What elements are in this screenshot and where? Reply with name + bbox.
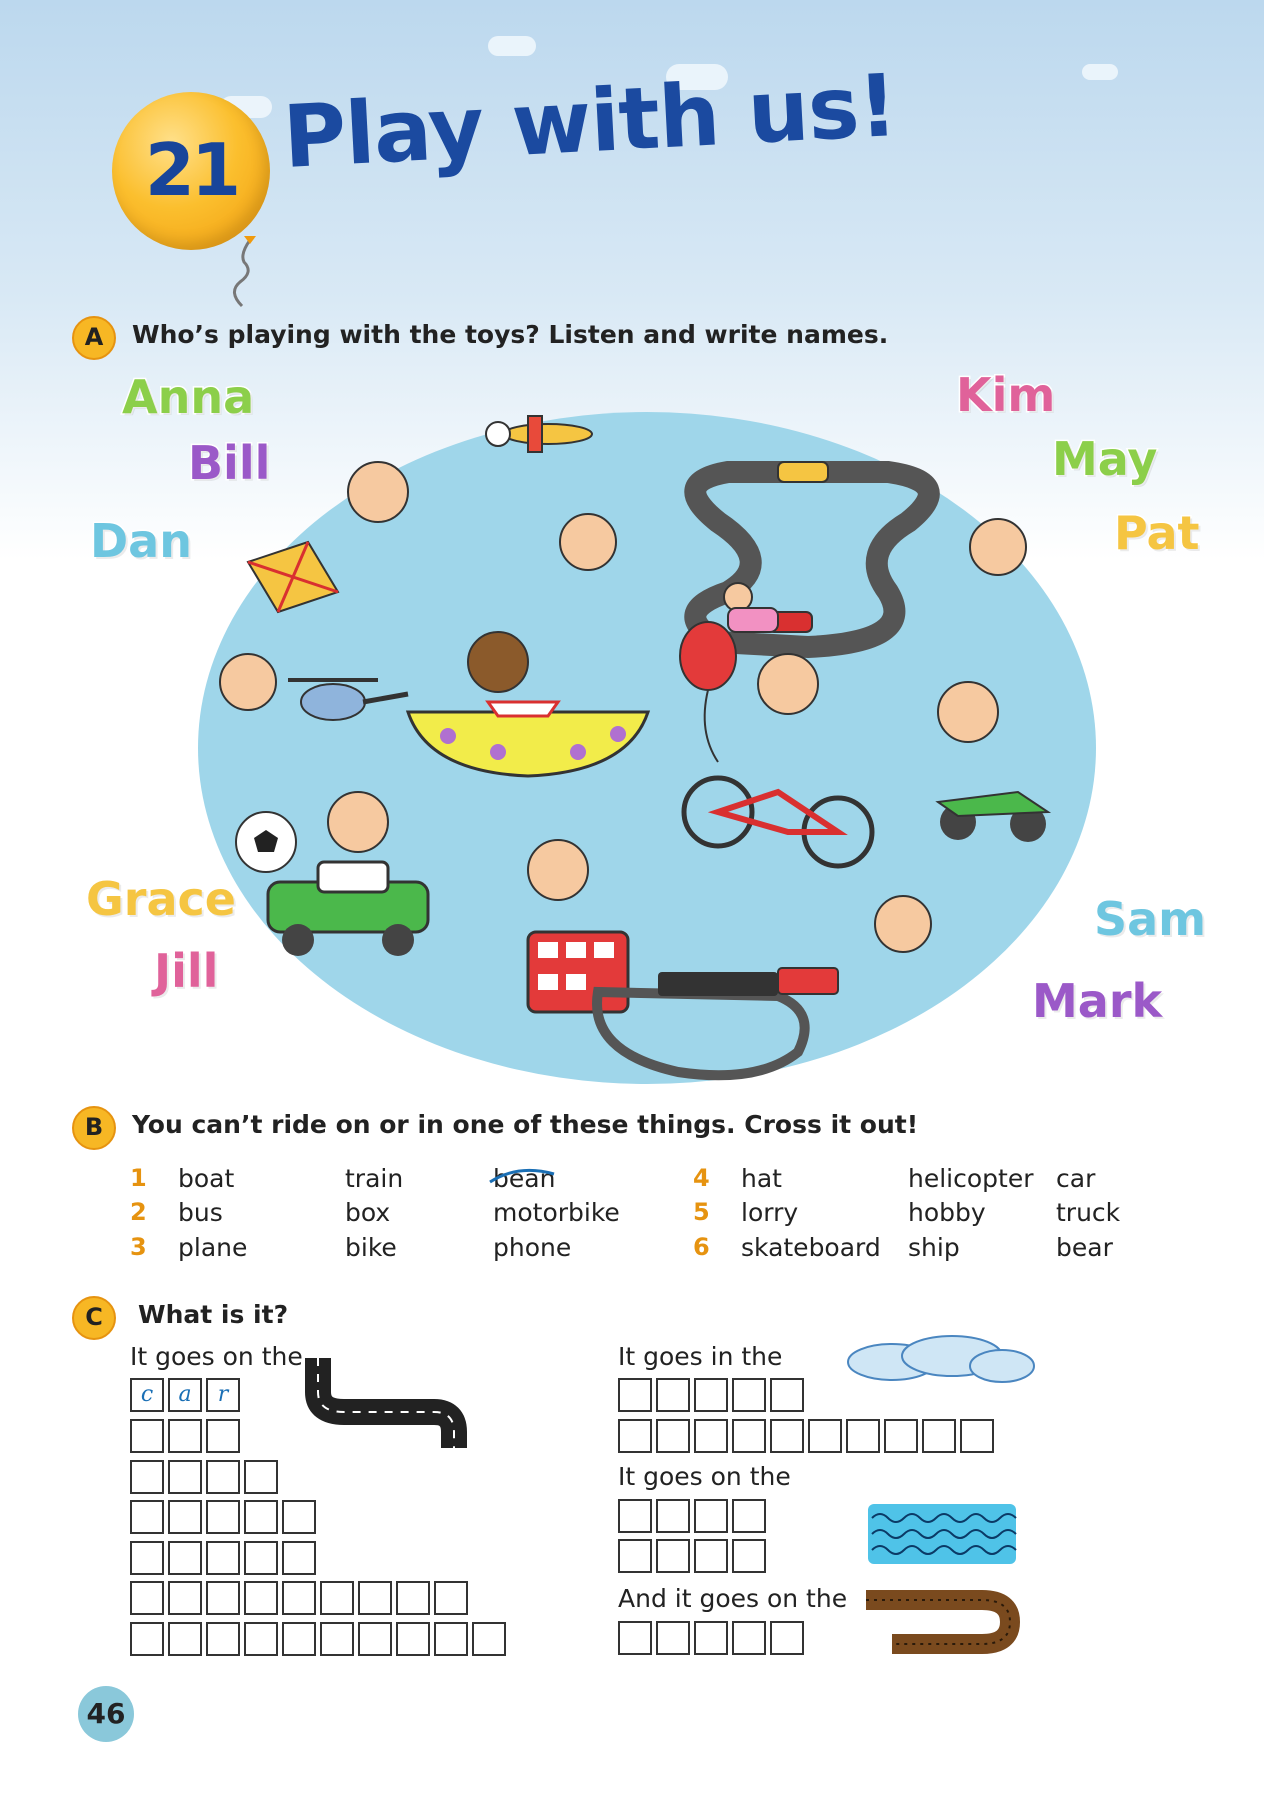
letter-box[interactable] [694,1378,728,1412]
letter-box[interactable] [168,1622,202,1656]
letter-box[interactable] [434,1622,468,1656]
letter-box[interactable] [244,1541,278,1575]
letter-box[interactable] [206,1581,240,1615]
cross-out-mark [488,1160,558,1190]
page-number: 46 [78,1686,134,1742]
answer-row [618,1621,804,1655]
letter-box[interactable] [168,1541,202,1575]
letter-box[interactable] [168,1500,202,1534]
word-option[interactable]: plane [178,1233,248,1262]
letter-box[interactable] [282,1541,316,1575]
answer-row [618,1378,804,1412]
name-pat: Pat [1114,506,1200,560]
name-may: May [1052,432,1158,486]
letter-box[interactable] [732,1419,766,1453]
item-number: 4 [693,1164,710,1192]
letter-box[interactable] [358,1581,392,1615]
letter-box[interactable] [320,1581,354,1615]
red-balloon-icon [680,622,736,762]
toy-helicopter-icon [288,680,408,720]
word-option[interactable]: skateboard [741,1233,881,1262]
letter-box[interactable] [206,1460,240,1494]
word-option[interactable]: lorry [741,1198,799,1227]
letter-box[interactable] [130,1460,164,1494]
answer-row [618,1419,994,1453]
word-option[interactable]: helicopter [908,1164,1034,1193]
kite-icon [248,542,338,612]
letter-box[interactable]: r [206,1378,240,1412]
toy-motorbike-icon [938,792,1048,842]
letter-box[interactable] [618,1621,652,1655]
letter-box[interactable] [358,1622,392,1656]
football-icon [236,812,296,872]
letter-box[interactable] [656,1499,690,1533]
cloud-decoration [1082,64,1118,80]
doll-icon [724,583,778,632]
balloon-string [210,236,270,316]
answer-row [130,1581,468,1615]
letter-box[interactable] [960,1419,994,1453]
word-option[interactable]: car [1056,1164,1096,1193]
clue-track: And it goes on the [618,1584,848,1613]
section-b-instruction: You can’t ride on or in one of these things. Cross it out! [132,1110,919,1139]
letter-box[interactable] [244,1581,278,1615]
unit-balloon [112,92,270,250]
clue-road: It goes on the [130,1342,303,1371]
item-number: 6 [693,1233,710,1261]
sky-clouds-icon [842,1330,1042,1390]
word-option[interactable]: train [345,1164,404,1193]
letter-box[interactable] [922,1419,956,1453]
word-option[interactable]: boat [178,1164,235,1193]
road-icon [304,1352,484,1452]
section-a-badge: A [72,316,116,360]
letter-box[interactable] [206,1541,240,1575]
letter-box[interactable] [618,1419,652,1453]
letter-box[interactable] [282,1581,316,1615]
word-option[interactable]: phone [493,1233,572,1262]
item-number: 3 [130,1233,147,1261]
letter-box[interactable] [694,1621,728,1655]
toy-bus-icon [528,932,628,1012]
name-sam: Sam [1094,892,1207,946]
letter-box[interactable] [694,1419,728,1453]
letter-box[interactable] [618,1499,652,1533]
letter-box[interactable] [732,1499,766,1533]
answer-row [618,1499,766,1533]
letter-box[interactable] [282,1622,316,1656]
toy-car-icon [268,862,428,956]
clue-water: It goes on the [618,1462,791,1491]
name-anna: Anna [122,370,255,424]
section-c-badge: C [72,1296,116,1340]
letter-box[interactable] [130,1581,164,1615]
word-option[interactable]: hat [741,1164,782,1193]
name-grace: Grace [86,872,236,926]
water-waves-icon [868,1504,1018,1566]
answer-row [130,1378,240,1412]
letter-box[interactable] [396,1581,430,1615]
name-kim: Kim [956,368,1056,422]
answer-row [130,1500,316,1534]
cloud-decoration [488,36,536,56]
letter-box[interactable] [656,1419,690,1453]
railway-track-icon [862,1586,1022,1658]
answer-row [130,1460,278,1494]
word-option[interactable]: bike [345,1233,397,1262]
word-option[interactable]: ship [908,1233,960,1262]
letter-box[interactable] [168,1581,202,1615]
word-option[interactable]: bus [178,1198,223,1227]
letter-box[interactable] [244,1460,278,1494]
boat-pool-icon [408,702,648,776]
section-a-instruction: Who’s playing with the toys? Listen and write names. [132,320,889,349]
letter-box[interactable] [472,1622,506,1656]
letter-box[interactable] [656,1539,690,1573]
letter-box[interactable] [168,1460,202,1494]
word-option[interactable]: hobby [908,1198,986,1227]
answer-row [130,1419,240,1453]
letter-box[interactable] [130,1541,164,1575]
letter-box[interactable] [130,1419,164,1453]
word-option[interactable]: bear [1056,1233,1113,1262]
letter-box[interactable] [244,1500,278,1534]
letter-box[interactable] [808,1419,842,1453]
letter-box[interactable] [168,1419,202,1453]
bike-icon [684,778,872,866]
letter-box[interactable] [244,1622,278,1656]
word-option[interactable]: truck [1056,1198,1121,1227]
letter-box[interactable] [732,1378,766,1412]
answer-row [130,1622,506,1656]
letter-box[interactable] [618,1378,652,1412]
letter-box[interactable] [618,1539,652,1573]
section-b-badge: B [72,1106,116,1150]
clue-sky: It goes in the [618,1342,783,1371]
letter-box[interactable] [884,1419,918,1453]
letter-box[interactable] [130,1622,164,1656]
name-mark: Mark [1032,974,1163,1028]
letter-box[interactable] [770,1378,804,1412]
letter-box[interactable] [732,1539,766,1573]
letter-box[interactable] [656,1621,690,1655]
letter-box[interactable] [770,1621,804,1655]
name-jill: Jill [154,944,219,998]
letter-box[interactable] [206,1622,240,1656]
letter-box[interactable] [694,1539,728,1573]
letter-box[interactable] [130,1500,164,1534]
letter-box[interactable] [434,1581,468,1615]
letter-box[interactable]: a [168,1378,202,1412]
word-option[interactable]: box [345,1198,391,1227]
letter-box[interactable] [846,1419,880,1453]
train-track-icon [597,968,838,1075]
name-bill: Bill [188,436,271,490]
word-option-crossed[interactable]: bean [493,1164,556,1193]
letter-box[interactable] [694,1499,728,1533]
section-c-question: What is it? [138,1300,289,1329]
letter-box[interactable] [206,1500,240,1534]
letter-box[interactable] [770,1419,804,1453]
unit-number: 21 [144,128,238,212]
letter-box[interactable] [396,1622,430,1656]
answer-row [618,1539,766,1573]
item-number: 5 [693,1198,710,1226]
letter-box[interactable] [206,1419,240,1453]
letter-box[interactable] [320,1622,354,1656]
item-number: 2 [130,1198,147,1226]
page-title: Play with us! [280,56,899,189]
letter-box[interactable] [282,1500,316,1534]
item-number: 1 [130,1164,147,1192]
word-option[interactable]: motorbike [493,1198,620,1227]
toy-plane-icon [486,416,592,452]
letter-box[interactable]: c [130,1378,164,1412]
answer-row [130,1541,316,1575]
letter-box[interactable] [732,1621,766,1655]
letter-box[interactable] [656,1378,690,1412]
toys-illustration [198,412,1096,1084]
name-dan: Dan [90,514,192,568]
